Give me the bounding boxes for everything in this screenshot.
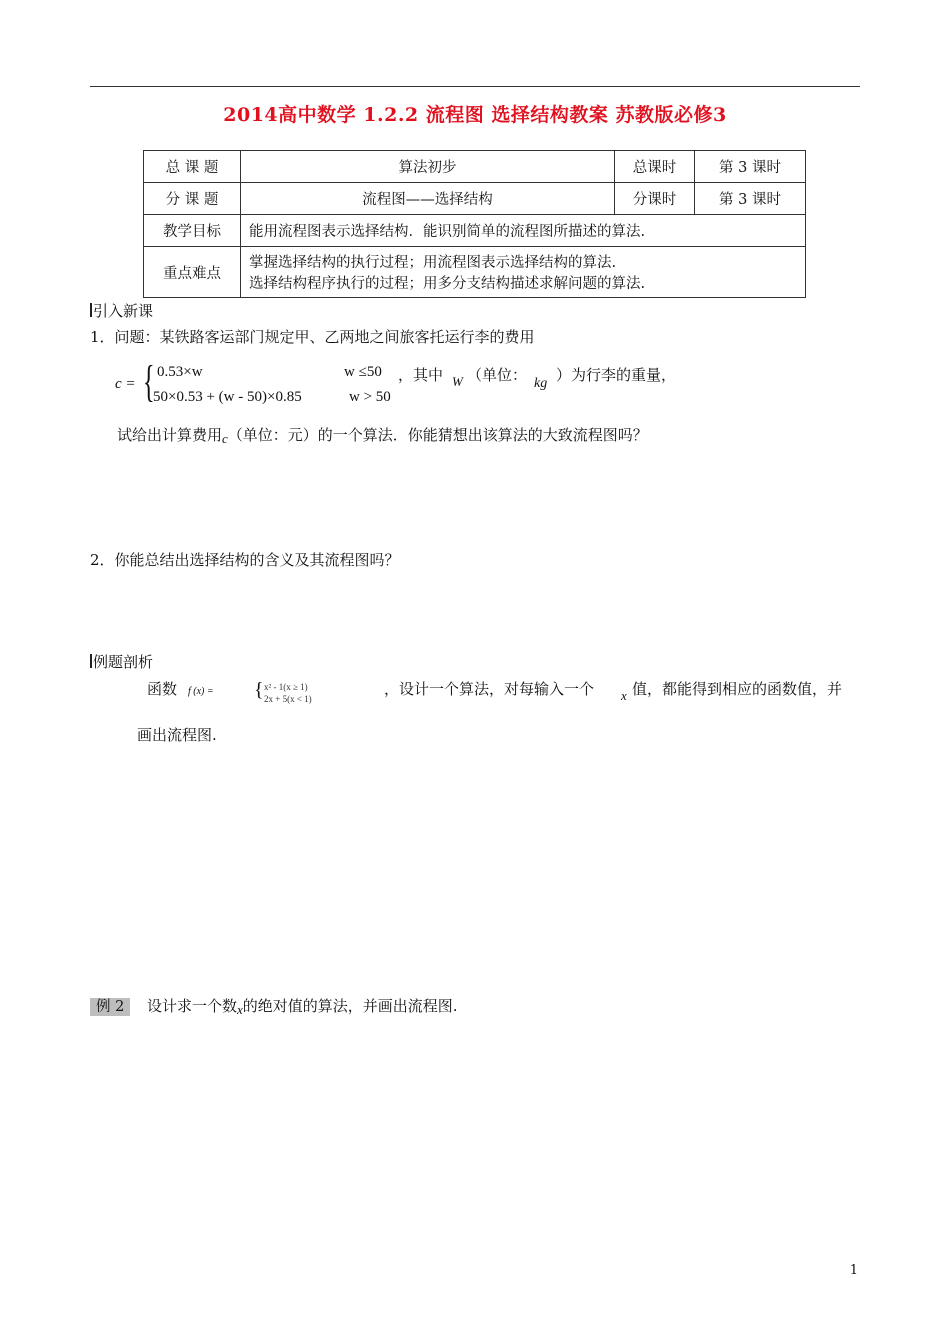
sub-hours-label: 分课时: [615, 183, 695, 215]
x-variable: x: [237, 1002, 243, 1017]
total-topic-label: 总 课 题: [144, 151, 241, 183]
total-hours-value: 第 3 课时: [695, 151, 806, 183]
total-hours-label: 总课时: [615, 151, 695, 183]
lesson-info-table: [143, 150, 806, 298]
sub-topic-label: 分 课 题: [144, 183, 241, 215]
w-variable: W: [452, 374, 463, 389]
question-1-line2: 试给出计算费用c（单位：元）的一个算法．你能猜想出该算法的大致流程图吗？: [117, 426, 648, 446]
table-row: [144, 183, 806, 215]
key-points-line-2: 选择结构程序执行的过程；用多分支结构描述求解问题的算法.: [249, 276, 646, 292]
key-points-value: [241, 247, 806, 298]
fx-label: f (x) =: [188, 686, 214, 697]
c-variable: c: [222, 431, 228, 446]
total-topic-value: 算法初步: [241, 151, 615, 183]
example-1-prefix: 函数: [147, 680, 178, 698]
case2-condition: w > 50: [349, 389, 391, 405]
case1-condition: w ≤50: [344, 364, 382, 380]
table-row: [144, 247, 806, 298]
case1-expression: 0.53×w: [157, 364, 203, 380]
sub-hours-value: 第 3 课时: [695, 183, 806, 215]
document-title: 2014高中数学 1.2.2 流程图 选择结构教案 苏教版必修3: [223, 104, 727, 126]
example-1-line2: 画出流程图.: [137, 726, 217, 744]
unit-open-text: （单位：: [467, 366, 528, 384]
fx-case2: 2x + 5(x < 1): [264, 694, 312, 704]
case2-expression: 50×0.53 + (w - 50)×0.85: [153, 389, 302, 405]
question-1-text: 1．问题：某铁路客运部门规定甲、乙两地之间旅客托运行李的费用: [90, 328, 535, 346]
section-examples-heading: 例题剖析: [90, 651, 153, 672]
where-text: ，其中: [398, 366, 444, 384]
sub-topic-value: 流程图——选择结构: [241, 183, 615, 215]
small-brace: {: [254, 679, 264, 701]
section-intro-heading: 引入新课: [90, 300, 153, 321]
example-1-suffix: 值，都能得到相应的函数值，并: [632, 680, 843, 698]
example-2-label: 例 2: [90, 995, 130, 1016]
key-points-line-1: 掌握选择结构的执行过程；用流程图表示选择结构的算法.: [249, 255, 617, 271]
table-row: [144, 215, 806, 247]
section-marker-icon: [90, 654, 92, 668]
objectives-value: 能用流程图表示选择结构．能识别简单的流程图所描述的算法.: [241, 215, 806, 247]
example-1-middle: ，设计一个算法，对每输入一个: [384, 680, 595, 698]
left-brace: {: [143, 357, 155, 406]
objectives-label: 教学目标: [144, 215, 241, 247]
question-2-text: 2．你能总结出选择结构的含义及其流程图吗？: [90, 551, 400, 569]
header-rule: [90, 86, 860, 87]
page-number: 1: [849, 1263, 858, 1278]
section-marker-icon: [90, 303, 92, 317]
table-row: [144, 151, 806, 183]
unit-close-text: ）为行李的重量，: [556, 366, 677, 384]
example-2-text: 设计求一个数x的绝对值的算法，并画出流程图.: [147, 997, 458, 1017]
c-equals: c =: [115, 376, 136, 392]
key-points-label: 重点难点: [144, 247, 241, 298]
kg-unit: kg: [534, 376, 548, 391]
x-variable: x: [621, 688, 627, 703]
fx-case1: x² - 1(x ≥ 1): [264, 682, 308, 692]
